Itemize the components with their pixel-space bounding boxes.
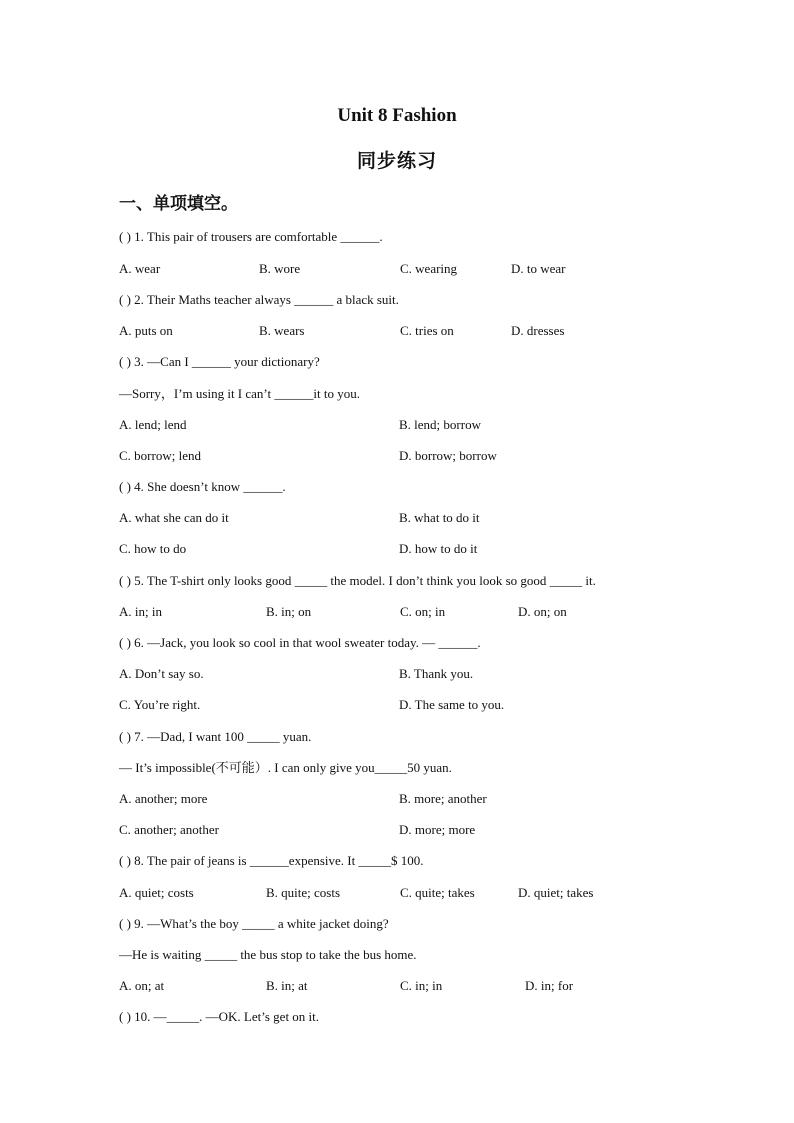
question-2-option-b: B. wears <box>259 323 305 338</box>
question-2-option-d: D. dresses <box>511 323 565 338</box>
question-8-option-b: B. quite; costs <box>266 885 341 900</box>
question-9-option-c: C. in; in <box>400 978 443 993</box>
question-3-option-d: D. borrow; borrow <box>399 448 497 463</box>
question-4-stem: ( ) 4. She doesn’t know ______. <box>119 479 286 494</box>
question-3-option-c: C. borrow; lend <box>119 448 201 463</box>
page-title: Unit 8 Fashion <box>337 105 457 126</box>
question-3-option-b: B. lend; borrow <box>399 417 481 432</box>
question-2-option-c: C. tries on <box>400 323 454 338</box>
question-6-option-b: B. Thank you. <box>399 666 474 681</box>
question-6-option-d: D. The same to you. <box>399 697 505 712</box>
question-6-option-c: C. You’re right. <box>119 697 201 712</box>
question-8-stem: ( ) 8. The pair of jeans is ______expensive. It _____$ 100. <box>119 853 424 868</box>
question-7-option-d: D. more; more <box>399 822 476 837</box>
question-5-option-a: A. in; in <box>119 604 162 619</box>
question-9-option-d: D. in; for <box>525 978 574 993</box>
question-2-stem: ( ) 2. Their Maths teacher always ______ a black suit. <box>119 292 399 307</box>
question-5-option-c: C. on; in <box>400 604 446 619</box>
question-4-option-c: C. how to do <box>119 541 187 556</box>
page-subtitle: 同步练习 <box>356 150 437 172</box>
question-7-stem-2: — It’s impossible(不可能）. I can only give you_____50 yuan. <box>119 760 452 775</box>
question-4-option-b: B. what to do it <box>399 510 480 525</box>
question-4-option-a: A. what she can do it <box>119 510 229 525</box>
question-6-option-a: A. Don’t say so. <box>119 666 204 681</box>
question-7-option-c: C. another; another <box>119 822 219 837</box>
question-10-stem: ( ) 10. —_____. —OK. Let’s get on it. <box>119 1009 320 1024</box>
question-3-stem: ( ) 3. —Can I ______ your dictionary? <box>119 354 320 369</box>
question-2-option-a: A. puts on <box>119 323 173 338</box>
question-3-option-a: A. lend; lend <box>119 417 187 432</box>
question-7-option-a: A. another; more <box>119 791 208 806</box>
question-4-option-d: D. how to do it <box>399 541 478 556</box>
question-1-option-b: B. wore <box>259 261 301 276</box>
question-8-option-a: A. quiet; costs <box>119 885 194 900</box>
question-1-option-d: D. to wear <box>511 261 566 276</box>
question-8-option-d: D. quiet; takes <box>518 885 594 900</box>
question-3-stem-2: —Sorry，I’m using it I can’t ______it to you. <box>119 386 360 401</box>
question-8-option-c: C. quite; takes <box>400 885 475 900</box>
question-6-stem: ( ) 6. —Jack, you look so cool in that wool sweater today. — ______. <box>119 635 481 650</box>
question-9-option-a: A. on; at <box>119 978 165 993</box>
question-7-option-b: B. more; another <box>399 791 487 806</box>
question-5-option-d: D. on; on <box>518 604 567 619</box>
question-5-stem: ( ) 5. The T-shirt only looks good _____ the model. I don’t think you look so good _____ it. <box>119 573 596 588</box>
question-1-option-c: C. wearing <box>400 261 458 276</box>
question-9-stem-2: —He is waiting _____ the bus stop to take the bus home. <box>119 947 417 962</box>
question-5-option-b: B. in; on <box>266 604 312 619</box>
section-heading: 一、单项填空。 <box>119 194 238 214</box>
question-9-stem: ( ) 9. —What’s the boy _____ a white jacket doing? <box>119 916 389 931</box>
question-9-option-b: B. in; at <box>266 978 308 993</box>
question-1-option-a: A. wear <box>119 261 161 276</box>
question-7-stem: ( ) 7. —Dad, I want 100 _____ yuan. <box>119 729 312 744</box>
question-1-stem: ( ) 1. This pair of trousers are comfortable ______. <box>119 229 383 244</box>
